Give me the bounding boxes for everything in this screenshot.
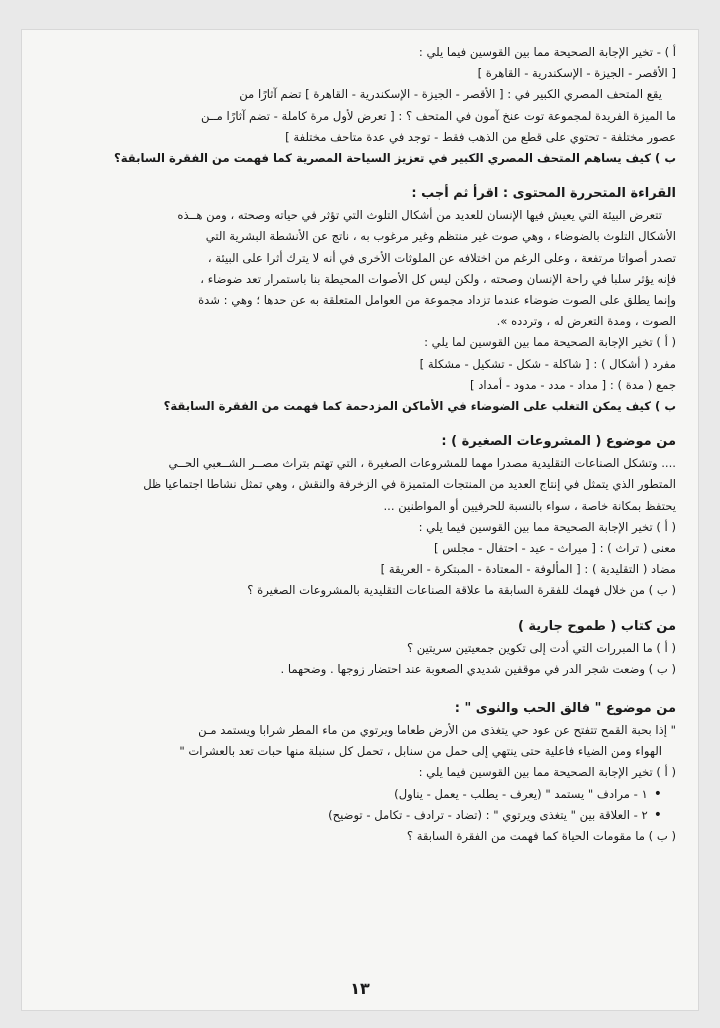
s2-para-5: وإنما يطلق على الصوت ضوضاء عندما تزداد مجموعة من العوامل المتعلقة به عن حدها ؛ وهي : شدة xyxy=(198,293,676,308)
s4-heading: من كتاب ( طموح جارية ) xyxy=(517,618,676,634)
s1-question-b: ب ) كيف يساهم المتحف المصري الكبير في تعزيز السياحة المصرية كما فهمت من الفقرة السابقة؟ xyxy=(113,151,676,166)
s2-para-4: فإنه يؤثر سلبا في راحة الإنسان وصحته ، ولكن ليس كل الأصوات المحيطة بنا باستمرار تعد ضوضاء ، xyxy=(200,271,676,286)
s5-question-b: ( ب ) ما مقومات الحياة كما فهمت من الفقرة السابقة ؟ xyxy=(406,829,676,844)
s5-bullet-1: • ١ - مرادف " يستمد " (يعرف - يطلب - يعمل - يناول) xyxy=(50,784,676,805)
s2-para-3: تصدر أصواتا مرتفعة ، وعلى الرغم من اختلافه عن الملوثات الأخرى في أنه لا يترك أثرا على البيئة ، xyxy=(207,250,676,265)
s3-question-b: ( ب ) من خلال فهمك للفقرة السابقة ما علاقة الصناعات التقليدية بالمشروعات الصغيرة ؟ xyxy=(247,583,676,598)
page-number: ١٣ xyxy=(350,979,370,998)
s1-line2: يقع المتحف المصري الكبير في : [ الأقصر - الجيزة - الإسكندرية - القاهرة ] تضم آثارًا من xyxy=(239,87,662,102)
s3-item-1: معنى ( تراث ) : [ ميراث - عيد - احتفال - مجلس ] xyxy=(434,541,676,556)
s2-heading: القراءة المتحررة المحتوى : اقرأ ثم أجب : xyxy=(411,186,676,202)
s4-question-a: ( أ ) ما المبررات التي أدت إلى تكوين جمعيتين سريتين ؟ xyxy=(406,640,676,655)
s3-heading: من موضوع ( المشروعات الصغيرة ) : xyxy=(441,434,676,450)
s3-para-2: المتطور الذي يتمثل في إنتاج العديد من المنتجات المتميزة في الزخرفة والنقش ، وهي تمثل نشاطا اجتماعيا ظل xyxy=(143,477,676,492)
s1-line4: عصور مختلفة - تحتوي على قطع من الذهب فقط - توجد في عدة متاحف مختلفة ] xyxy=(285,129,676,144)
document-page xyxy=(22,30,698,1010)
s5-para-1: " إذا بحبة القمح تتفتح عن عود حي يتغذى من الأرض طعاما ويرتوي من ماء المطر شرابا ويستمد مـن xyxy=(198,723,676,738)
s4-question-b: ( ب ) وضعت شجر الدر في موقفين شديدي الصعوبة عند احتضار زوجها . وضحهما . xyxy=(280,661,676,676)
s2-para-2: الأشكال التلوث بالضوضاء ، وهي صوت غير منتظم وغير مرغوب به ، ناتج عن الأنشطة البشرية التي xyxy=(205,229,676,244)
s2-question-b: ب ) كيف يمكن التغلب على الضوضاء في الأماكن المزدحمة كما فهمت من الفقرة السابقة؟ xyxy=(163,399,676,414)
s2-item-2: جمع ( مدة ) : [ مداد - مدد - مدود - أمداد ] xyxy=(470,377,676,392)
s3-para-1: .... وتشكل الصناعات التقليدية مصدرا مهما للمشروعات الصغيرة ، التي تهتم بتراث مصــر الشــعبي الحــي xyxy=(168,456,676,471)
s5-heading: من موضوع " فالق الحب والنوى " : xyxy=(454,701,676,717)
s2-item-1: مفرد ( أشكال ) : [ شاكلة - شكل - تشكيل - مشكلة ] xyxy=(419,356,676,371)
s2-para-1: تتعرض البيئة التي يعيش فيها الإنسان للعديد من أشكال التلوث التي تؤثر في حياته وصحته ، ومن هــذه xyxy=(177,208,662,223)
s2-question-a: ( أ ) تخير الإجابة الصحيحة مما بين القوسين لما يلي : xyxy=(424,335,676,350)
s5-para-2: الهواء ومن الضياء فاعلية حتى ينتهي إلى حمل من سنابل ، تحمل كل سنبلة منها حبات تعد بالعشرات " xyxy=(179,744,662,759)
s1-options-line: [ الأقصر - الجيزة - الإسكندرية - القاهرة ] xyxy=(477,66,676,81)
s5-question-a: ( أ ) تخير الإجابة الصحيحة مما بين القوسين فيما يلي : xyxy=(418,765,676,780)
s2-para-6: الصوت ، ومدة التعرض له ، وتردده ». xyxy=(496,314,676,329)
s3-para-3: يحتفظ بمكانة خاصة ، سواء بالنسبة للحرفيين أو المواطنين ... xyxy=(383,498,676,513)
s1-line3: ما الميزة الفريدة لمجموعة توت عنخ آمون في المتحف ؟ : [ تعرض لأول مرة كاملة - تضم آثارًا مــن xyxy=(200,108,676,123)
page-content xyxy=(50,42,676,847)
s1-question-a: أ ) - تخير الإجابة الصحيحة مما بين القوسين فيما يلي : xyxy=(418,45,676,59)
s5-bullet-2: • ٢ - العلاقة بين " يتغذى ويرتوي " : (تضاد - ترادف - تكامل - توضيح) xyxy=(50,805,676,826)
s3-question-a: ( أ ) تخير الإجابة الصحيحة مما بين القوسين فيما يلي : xyxy=(418,519,676,534)
s3-item-2: مضاد ( التقليدية ) : [ المألوفة - المعتادة - المبتكرة - العريقة ] xyxy=(380,562,676,577)
